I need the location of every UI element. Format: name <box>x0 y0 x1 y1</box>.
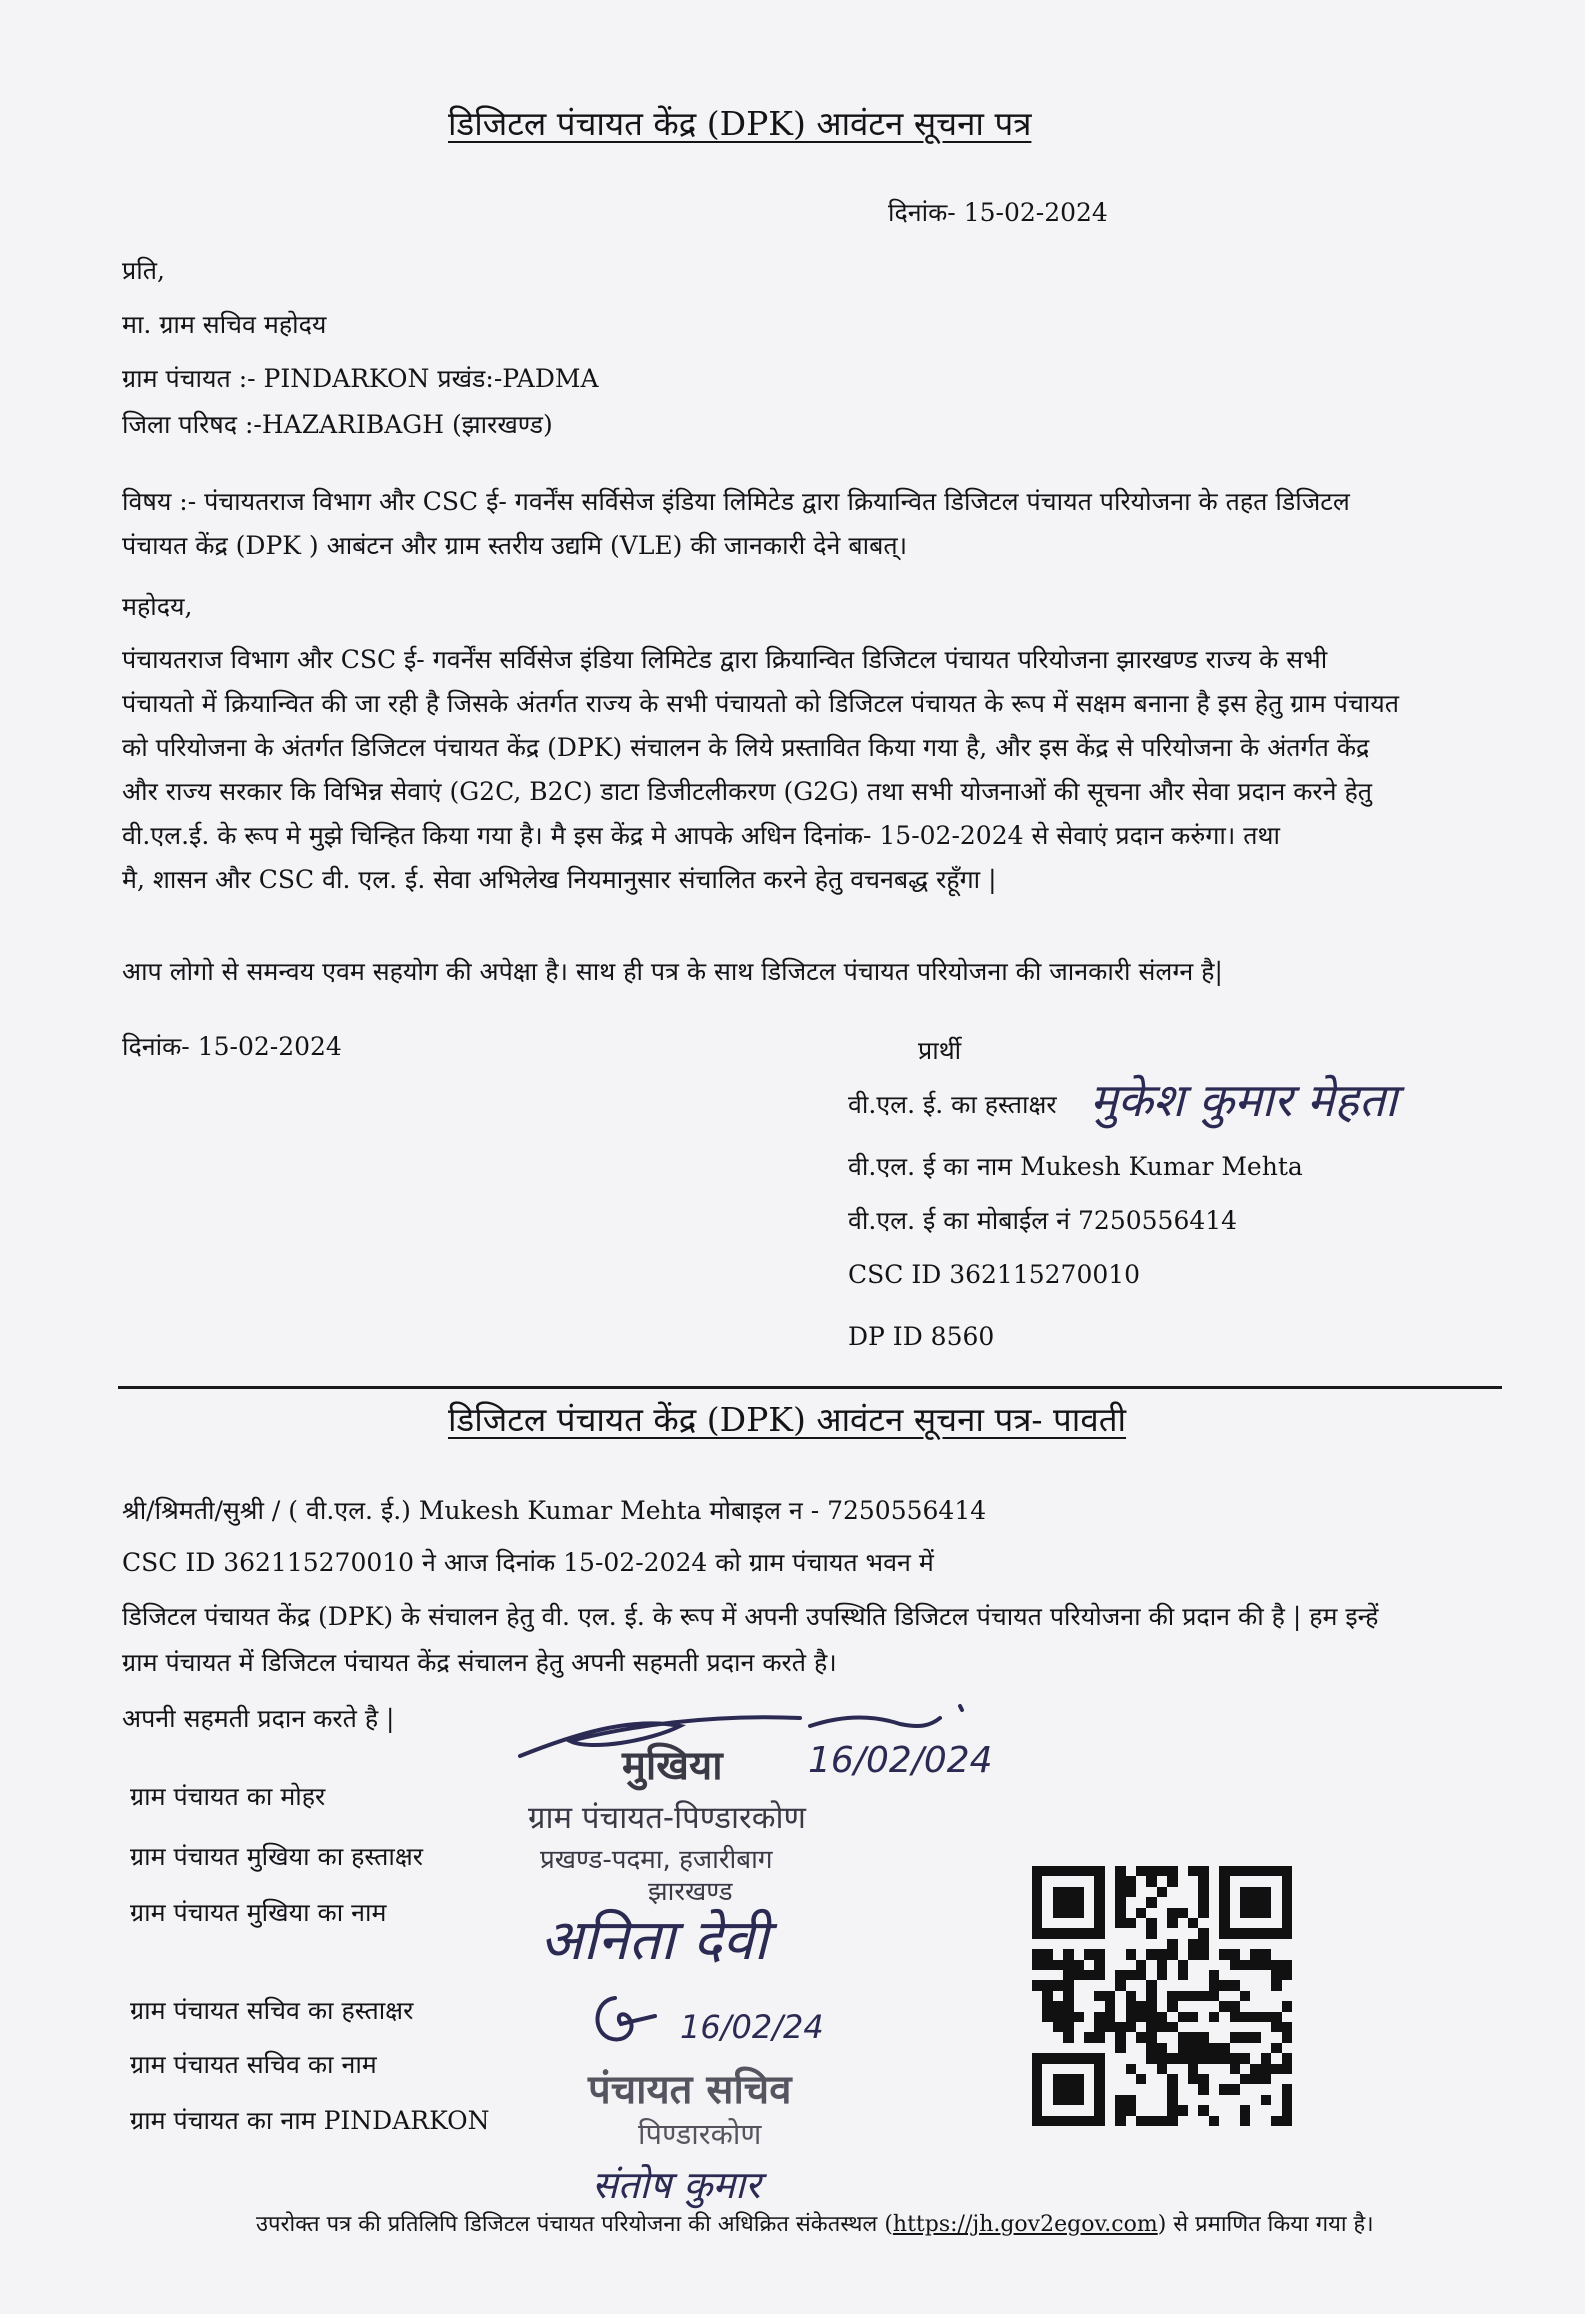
applicant-label: प्रार्थी <box>918 1036 962 1065</box>
vle-mobile-line: वी.एल. ई का मोबाईल नं 7250556414 <box>848 1206 1238 1235</box>
subject-line: पंचायत केंद्र (DPK ) आबंटन और ग्राम स्तरीय उद्यमि (VLE) की जानकारी देने बाबत्। <box>122 531 908 560</box>
stamp-mukhiya-title: मुखिया <box>622 1743 723 1789</box>
body-line: पंचायतो में क्रियान्वित की जा रही है जिसके अंतर्गत राज्य के सभी पंचायतो को डिजिटल पंचायत के रूप में सक्षम बनाना है इस हेतु ग्राम पंचायत <box>122 689 1400 718</box>
footer-text: ) से प्रमाणित किया गया है। <box>1157 2212 1374 2237</box>
body-line: वी.एल.ई. के रूप मे मुझे चिन्हित किया गया है। मै इस केंद्र मे आपके अधिन दिनांक- 15-02-2024 से सेवाएं प्रदान करुंगा। तथा <box>122 821 1280 850</box>
subject <box>122 485 1482 563</box>
sachiv-sign-date: 16/02/24 <box>680 2008 824 2046</box>
stamp-panchayat: ग्राम पंचायत-पिण्डारकोण <box>528 1800 806 1836</box>
sachiv-name-handwritten: संतोष कुमार <box>592 2163 761 2207</box>
stamp-sachiv-place: पिण्डारकोण <box>638 2117 762 2151</box>
closing-line: आप लोगो से समन्वय एवम सहयोग की अपेक्षा है। साथ ही पत्र के साथ डिजिटल पंचायत परियोजना की जानकारी संलग्न है| <box>122 957 1223 986</box>
addressee: मा. ग्राम सचिव महोदय <box>122 310 327 339</box>
footer-note <box>256 2208 1374 2242</box>
footer-url-link[interactable]: https://jh.gov2egov.com <box>892 2212 1158 2237</box>
body-line: को परियोजना के अंतर्गत डिजिटल पंचायत केंद्र (DPK) संचालन के लिये प्रस्तावित किया गया है, और इस केंद्र से परियोजना के अंतर्गत केंद्र <box>122 733 1370 762</box>
vle-signature: मुकेश कुमार मेहता <box>1090 1073 1397 1127</box>
to-line: प्रति, <box>122 256 165 285</box>
district-line: जिला परिषद :-HAZARIBAGH (झारखण्ड) <box>122 410 553 439</box>
body-line: पंचायतराज विभाग और CSC ई- गवर्नेंस सर्विसेज इंडिया लिमिटेड द्वारा क्रियान्वित डिजिटल पंचायत परियोजना झारखण्ड राज्य के सभी <box>122 645 1328 674</box>
mukhiya-sign-date: 16/02/024 <box>808 1740 993 1781</box>
receipt-title: डिजिटल पंचायत केंद्र (DPK) आवंटन सूचना पत्र- पावती <box>448 1400 1127 1439</box>
label-mukhiya-sign: ग्राम पंचायत मुखिया का हस्ताक्षर <box>130 1842 424 1871</box>
label-panchayat-name: ग्राम पंचायत का नाम PINDARKON <box>130 2106 490 2135</box>
receipt-line: श्री/श्रिमती/सुश्री / ( वी.एल. ई.) Mukesh Kumar Mehta मोबाइल न - 7250556414 <box>122 1496 987 1525</box>
panchayat-line: ग्राम पंचायत :- PINDARKON प्रखंड:-PADMA <box>122 364 599 393</box>
footer-text: उपरोक्त पत्र की प्रतिलिपि डिजिटल पंचायत परियोजना की अधिक्रित संकेतस्थल ( <box>256 2212 893 2237</box>
receipt-line: CSC ID 362115270010 ने आज दिनांक 15-02-2024 को ग्राम पंचायत भवन में <box>122 1548 934 1577</box>
receipt-line: डिजिटल पंचायत केंद्र (DPK) के संचालन हेतु वी. एल. ई. के रूप में अपनी उपस्थिति डिजिटल पंचायत परियोजना की प्रदान की है | हम इन्हें <box>122 1602 1379 1631</box>
body-line: मै, शासन और CSC वी. एल. ई. सेवा अभिलेख नियमानुसार संचालित करने हेतु वचनबद्ध रहूँगा | <box>122 865 997 894</box>
sachiv-signature-stroke <box>585 1990 665 2050</box>
vle-sign-label: वी.एल. ई. का हस्ताक्षर <box>848 1090 1057 1119</box>
label-sachiv-name: ग्राम पंचायत सचिव का नाम <box>130 2050 377 2079</box>
receipt-line: अपनी सहमती प्रदान करते है | <box>122 1704 395 1733</box>
letter-title: डिजिटल पंचायत केंद्र (DPK) आवंटन सूचना पत्र <box>448 104 1032 143</box>
stamp-sachiv-title: पंचायत सचिव <box>588 2067 792 2113</box>
letter-date-top: दिनांक- 15-02-2024 <box>888 198 1108 227</box>
mukhiya-name-handwritten: अनिता देवी <box>540 1908 768 1973</box>
letter-body <box>122 643 1482 907</box>
vle-name-line: वी.एल. ई का नाम Mukesh Kumar Mehta <box>848 1152 1303 1181</box>
dp-id-line: DP ID 8560 <box>848 1322 995 1351</box>
label-sachiv-sign: ग्राम पंचायत सचिव का हस्ताक्षर <box>130 1996 414 2025</box>
label-mukhiya-name: ग्राम पंचायत मुखिया का नाम <box>130 1898 387 1927</box>
csc-id-line: CSC ID 362115270010 <box>848 1260 1141 1289</box>
body-line: और राज्य सरकार कि विभिन्न सेवाएं (G2C, B2C) डाटा डिजीटलीकरण (G2G) तथा सभी योजनाओं की सूचना और सेवा प्रदान करने हेतु <box>122 777 1372 806</box>
section-divider <box>118 1386 1502 1389</box>
stamp-block: प्रखण्ड-पदमा, हजारीबाग <box>540 1845 773 1875</box>
receipt-line: ग्राम पंचायत में डिजिटल पंचायत केंद्र संचालन हेतु अपनी सहमती प्रदान करते है। <box>122 1648 837 1677</box>
salutation: महोदय, <box>122 592 193 621</box>
label-seal: ग्राम पंचायत का मोहर <box>130 1782 326 1811</box>
subject-line: विषय :- पंचायतराज विभाग और CSC ई- गवर्नेंस सर्विसेज इंडिया लिमिटेड द्वारा क्रियान्वित डिजिटल पंचायत परियोजना के तहत डिजिटल <box>122 487 1350 516</box>
stamp-state: झारखण्ड <box>648 1877 733 1907</box>
letter-date-bottom: दिनांक- 15-02-2024 <box>122 1032 342 1061</box>
qr-code <box>1032 1866 1292 2126</box>
